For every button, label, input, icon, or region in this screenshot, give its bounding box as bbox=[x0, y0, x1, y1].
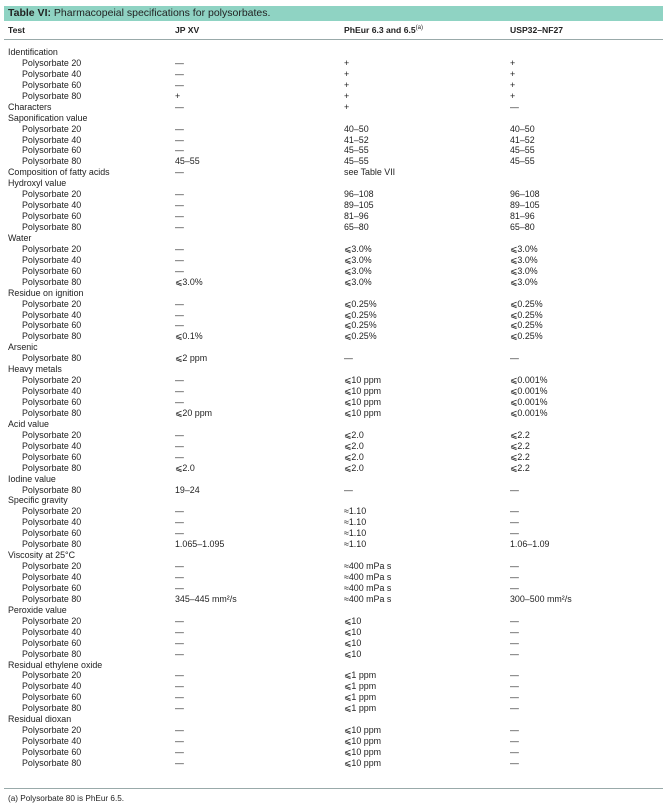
cell-jp: — bbox=[175, 200, 184, 211]
cell-usp: — bbox=[510, 692, 519, 703]
cell-usp: ⩽0.25% bbox=[510, 320, 543, 331]
cell-jp: — bbox=[175, 626, 184, 637]
table-title bbox=[4, 6, 663, 21]
cell-jp: — bbox=[175, 561, 184, 572]
cell-test: Polysorbate 20 bbox=[22, 561, 82, 572]
cell-test: Polysorbate 80 bbox=[22, 593, 82, 604]
cell-usp: — bbox=[510, 747, 519, 757]
cell-test: Polysorbate 60 bbox=[22, 747, 82, 757]
cell-usp: — bbox=[510, 670, 519, 681]
cell-jp: — bbox=[175, 506, 184, 517]
cell-test: Polysorbate 80 bbox=[22, 648, 82, 659]
cell-jp: — bbox=[175, 637, 184, 648]
table-row bbox=[4, 528, 663, 539]
cell-jp: — bbox=[175, 145, 184, 156]
cell-test: Polysorbate 20 bbox=[22, 670, 82, 681]
table-group-row bbox=[4, 342, 663, 353]
cell-pheur: ⩽10 ppm bbox=[344, 375, 382, 386]
cell-test: Polysorbate 20 bbox=[22, 615, 82, 626]
cell-test: Polysorbate 60 bbox=[22, 145, 82, 156]
cell-pheur: 96–108 bbox=[344, 189, 374, 200]
cell-jp: — bbox=[175, 79, 184, 90]
cell-pheur: ≈1.10 bbox=[344, 528, 367, 539]
cell-pheur: ⩽10 bbox=[344, 615, 362, 626]
cell-pheur: ≈400 mPa s bbox=[344, 572, 392, 582]
cell-usp: ⩽3.0% bbox=[510, 276, 538, 287]
table-group-row bbox=[4, 495, 663, 506]
cell-usp: 45–55 bbox=[510, 156, 535, 167]
cell-jp: — bbox=[175, 189, 184, 200]
table-group-row bbox=[4, 167, 663, 178]
cell-test: Polysorbate 60 bbox=[22, 582, 82, 593]
cell-pheur: + bbox=[344, 90, 350, 101]
cell-usp: — bbox=[510, 572, 519, 582]
cell-usp: ⩽0.001% bbox=[510, 407, 548, 418]
cell-usp: 40–50 bbox=[510, 123, 535, 134]
cell-pheur: ⩽10 bbox=[344, 648, 362, 659]
table-row bbox=[4, 135, 663, 146]
cell-test: Polysorbate 20 bbox=[22, 243, 82, 254]
cell-pheur: ≈400 mPa s bbox=[344, 582, 392, 593]
cell-jp: ⩽20 ppm bbox=[175, 407, 213, 418]
table-row bbox=[4, 255, 663, 266]
table-group-row bbox=[4, 364, 663, 375]
cell-pheur: ⩽0.25% bbox=[344, 320, 377, 331]
cell-jp: — bbox=[175, 692, 184, 703]
cell-test: Polysorbate 80 bbox=[22, 156, 82, 167]
cell-test: Polysorbate 40 bbox=[22, 681, 82, 692]
cell-pheur: ⩽1 ppm bbox=[344, 703, 377, 714]
table-row bbox=[4, 386, 663, 397]
cell-test: Polysorbate 20 bbox=[22, 57, 82, 68]
cell-jp: ⩽3.0% bbox=[175, 276, 203, 287]
cell-pheur: + bbox=[344, 68, 350, 79]
table-row bbox=[4, 58, 663, 69]
table-row bbox=[4, 681, 663, 692]
cell-pheur: ⩽3.0% bbox=[344, 265, 372, 276]
cell-usp: + bbox=[510, 90, 516, 101]
table-row bbox=[4, 583, 663, 594]
cell-pheur: ≈1.10 bbox=[344, 506, 367, 517]
cell-usp: — bbox=[510, 101, 519, 112]
cell-test: Polysorbate 80 bbox=[22, 353, 82, 364]
cell-usp: 41–52 bbox=[510, 134, 535, 145]
table-row bbox=[4, 222, 663, 233]
cell-pheur: 65–80 bbox=[344, 222, 369, 232]
table-row bbox=[4, 594, 663, 605]
cell-test: Polysorbate 40 bbox=[22, 572, 82, 582]
cell-jp: — bbox=[175, 747, 184, 757]
cell-jp: 19–24 bbox=[175, 484, 200, 495]
cell-test: Residual ethylene oxide bbox=[8, 659, 103, 670]
cell-usp: ⩽2.2 bbox=[510, 462, 530, 473]
cell-jp: + bbox=[175, 90, 181, 101]
cell-test: Polysorbate 20 bbox=[22, 506, 82, 517]
cell-usp: ⩽3.0% bbox=[510, 265, 538, 276]
cell-test: Polysorbate 60 bbox=[22, 637, 82, 648]
table-row bbox=[4, 299, 663, 310]
table-row bbox=[4, 375, 663, 386]
cell-jp: — bbox=[175, 528, 184, 539]
table-row bbox=[4, 572, 663, 583]
cell-jp: ⩽0.1% bbox=[175, 331, 203, 342]
cell-usp: 300–500 mm²/s bbox=[510, 593, 572, 604]
cell-test: Polysorbate 20 bbox=[22, 429, 82, 440]
cell-pheur: ≈1.10 bbox=[344, 539, 367, 550]
cell-test: Polysorbate 80 bbox=[22, 484, 82, 495]
table-row bbox=[4, 758, 663, 769]
table-row bbox=[4, 200, 663, 211]
cell-usp: — bbox=[510, 561, 519, 572]
cell-usp: 96–108 bbox=[510, 189, 540, 200]
cell-test: Polysorbate 60 bbox=[22, 397, 82, 407]
cell-pheur: ⩽10 ppm bbox=[344, 407, 382, 418]
table-group-row bbox=[4, 714, 663, 725]
table-group-row bbox=[4, 288, 663, 299]
table-row bbox=[4, 69, 663, 80]
table-row bbox=[4, 320, 663, 331]
cell-jp: 45–55 bbox=[175, 156, 200, 167]
table-row bbox=[4, 80, 663, 91]
table-row bbox=[4, 616, 663, 627]
cell-pheur: ⩽3.0% bbox=[344, 276, 372, 287]
cell-test: Polysorbate 60 bbox=[22, 211, 82, 222]
cell-jp: — bbox=[175, 615, 184, 626]
cell-pheur: ⩽10 ppm bbox=[344, 397, 382, 407]
cell-jp: — bbox=[175, 725, 184, 736]
cell-test: Heavy metals bbox=[8, 364, 62, 375]
cell-usp: ⩽0.001% bbox=[510, 375, 548, 386]
cell-pheur: ⩽10 bbox=[344, 626, 362, 637]
table-row bbox=[4, 517, 663, 528]
cell-test: Acid value bbox=[8, 418, 49, 429]
cell-pheur: ⩽2.0 bbox=[344, 451, 364, 462]
cell-test: Polysorbate 40 bbox=[22, 309, 82, 320]
cell-usp: — bbox=[510, 626, 519, 637]
table-row bbox=[4, 649, 663, 660]
table-row bbox=[4, 189, 663, 200]
cell-jp: — bbox=[175, 243, 184, 254]
cell-pheur: + bbox=[344, 79, 350, 90]
cell-usp: ⩽2.2 bbox=[510, 451, 530, 462]
cell-test: Polysorbate 20 bbox=[22, 123, 82, 134]
table-row bbox=[4, 266, 663, 277]
cell-test: Polysorbate 20 bbox=[22, 375, 82, 386]
table-row bbox=[4, 725, 663, 736]
cell-usp: — bbox=[510, 484, 519, 495]
table-group-row bbox=[4, 550, 663, 561]
cell-pheur: + bbox=[344, 101, 350, 112]
table-row bbox=[4, 463, 663, 474]
cell-usp: 81–96 bbox=[510, 211, 535, 222]
cell-test: Polysorbate 60 bbox=[22, 320, 82, 331]
cell-usp: — bbox=[510, 648, 519, 659]
table-row bbox=[4, 353, 663, 364]
cell-usp: ⩽0.001% bbox=[510, 397, 548, 407]
cell-test: Iodine value bbox=[8, 473, 56, 484]
cell-jp: — bbox=[175, 123, 184, 134]
cell-usp: — bbox=[510, 757, 519, 768]
table-group-row bbox=[4, 660, 663, 671]
table-group-row bbox=[4, 113, 663, 124]
footnote: (a) Polysorbate 80 is PhEur 6.5. bbox=[4, 788, 663, 803]
cell-test: Residual dioxan bbox=[8, 714, 72, 725]
cell-jp: — bbox=[175, 517, 184, 528]
cell-test: Polysorbate 60 bbox=[22, 79, 82, 90]
table-caption: Pharmacopeial specifications for polysorbates. bbox=[53, 7, 271, 19]
cell-test: Polysorbate 80 bbox=[22, 462, 82, 473]
cell-usp: ⩽0.001% bbox=[510, 386, 548, 397]
header-pheur-label: PhEur 6.3 and 6.5 bbox=[344, 25, 416, 35]
cell-usp: — bbox=[510, 353, 519, 364]
cell-jp: — bbox=[175, 298, 184, 309]
cell-test: Polysorbate 80 bbox=[22, 222, 82, 232]
table-row bbox=[4, 452, 663, 463]
cell-jp: — bbox=[175, 703, 184, 714]
cell-usp: + bbox=[510, 68, 516, 79]
cell-pheur: ⩽2.0 bbox=[344, 440, 364, 451]
table-row bbox=[4, 331, 663, 342]
cell-usp: — bbox=[510, 681, 519, 692]
cell-test: Polysorbate 20 bbox=[22, 298, 82, 309]
table-row bbox=[4, 145, 663, 156]
cell-test: Polysorbate 40 bbox=[22, 517, 82, 528]
table-group-row bbox=[4, 605, 663, 616]
table-group-row bbox=[4, 102, 663, 113]
cell-test: Polysorbate 40 bbox=[22, 254, 82, 265]
cell-pheur: ⩽2.0 bbox=[344, 462, 364, 473]
cell-jp: — bbox=[175, 757, 184, 768]
cell-jp: — bbox=[175, 309, 184, 320]
cell-jp: ⩽2 ppm bbox=[175, 353, 208, 364]
table-row bbox=[4, 310, 663, 321]
cell-usp: + bbox=[510, 57, 516, 68]
table-row bbox=[4, 430, 663, 441]
cell-usp: — bbox=[510, 736, 519, 747]
cell-test: Peroxide value bbox=[8, 604, 67, 615]
cell-jp: — bbox=[175, 386, 184, 397]
table-row bbox=[4, 485, 663, 496]
cell-pheur: ⩽0.25% bbox=[344, 331, 377, 342]
cell-test: Polysorbate 80 bbox=[22, 757, 82, 768]
header-pheur bbox=[344, 22, 423, 39]
cell-pheur: ⩽2.0 bbox=[344, 429, 364, 440]
cell-usp: ⩽3.0% bbox=[510, 243, 538, 254]
table-row bbox=[4, 539, 663, 550]
header-pheur-note: (a) bbox=[415, 25, 423, 32]
cell-jp: — bbox=[175, 375, 184, 386]
cell-test: Arsenic bbox=[8, 342, 38, 353]
table-row bbox=[4, 408, 663, 419]
header-test: Test bbox=[8, 25, 26, 35]
cell-pheur: ⩽10 ppm bbox=[344, 736, 382, 747]
cell-pheur: ⩽0.25% bbox=[344, 298, 377, 309]
cell-pheur: ⩽1 ppm bbox=[344, 692, 377, 703]
cell-pheur: + bbox=[344, 57, 350, 68]
table-row bbox=[4, 156, 663, 167]
cell-test: Polysorbate 40 bbox=[22, 200, 82, 211]
table-row bbox=[4, 441, 663, 452]
cell-pheur: ≈400 mPa s bbox=[344, 561, 392, 572]
table-body bbox=[4, 47, 663, 769]
cell-test: Polysorbate 40 bbox=[22, 386, 82, 397]
cell-jp: — bbox=[175, 134, 184, 145]
cell-usp: — bbox=[510, 506, 519, 517]
cell-usp: — bbox=[510, 725, 519, 736]
table-row bbox=[4, 124, 663, 135]
cell-usp: ⩽2.2 bbox=[510, 429, 530, 440]
cell-pheur: ⩽1 ppm bbox=[344, 681, 377, 692]
cell-usp: — bbox=[510, 637, 519, 648]
cell-jp: — bbox=[175, 681, 184, 692]
table-row bbox=[4, 277, 663, 288]
cell-usp: 89–105 bbox=[510, 200, 540, 211]
cell-test: Polysorbate 40 bbox=[22, 68, 82, 79]
cell-usp: — bbox=[510, 582, 519, 593]
cell-test: Polysorbate 20 bbox=[22, 725, 82, 736]
cell-test: Specific gravity bbox=[8, 495, 68, 506]
cell-test: Characters bbox=[8, 101, 52, 112]
cell-pheur: — bbox=[344, 484, 353, 495]
cell-jp: — bbox=[175, 572, 184, 582]
cell-jp: — bbox=[175, 167, 184, 178]
cell-test: Polysorbate 40 bbox=[22, 134, 82, 145]
cell-pheur: ⩽1 ppm bbox=[344, 670, 377, 681]
cell-usp: ⩽0.25% bbox=[510, 298, 543, 309]
cell-jp: — bbox=[175, 582, 184, 593]
cell-test: Polysorbate 80 bbox=[22, 90, 82, 101]
cell-jp: — bbox=[175, 648, 184, 659]
cell-test: Viscosity at 25°C bbox=[8, 550, 76, 561]
cell-pheur: 40–50 bbox=[344, 123, 369, 134]
cell-jp: — bbox=[175, 429, 184, 440]
cell-test: Polysorbate 60 bbox=[22, 528, 82, 539]
cell-jp: 345–445 mm²/s bbox=[175, 593, 237, 604]
cell-pheur: 41–52 bbox=[344, 134, 369, 145]
table-group-row bbox=[4, 47, 663, 58]
cell-pheur: ⩽10 ppm bbox=[344, 747, 382, 757]
cell-pheur: 45–55 bbox=[344, 145, 369, 156]
cell-jp: — bbox=[175, 57, 184, 68]
cell-jp: ⩽2.0 bbox=[175, 462, 195, 473]
header-jp: JP XV bbox=[175, 25, 200, 35]
cell-pheur: — bbox=[344, 353, 353, 364]
cell-jp: — bbox=[175, 211, 184, 222]
cell-pheur: ⩽0.25% bbox=[344, 309, 377, 320]
table-group-row bbox=[4, 419, 663, 430]
cell-test: Polysorbate 80 bbox=[22, 539, 82, 550]
table-row bbox=[4, 692, 663, 703]
cell-jp: — bbox=[175, 68, 184, 79]
cell-usp: — bbox=[510, 615, 519, 626]
cell-test: Residue on ignition bbox=[8, 287, 84, 298]
table-number: Table VI: bbox=[8, 7, 51, 19]
cell-jp: — bbox=[175, 736, 184, 747]
cell-pheur: ⩽10 ppm bbox=[344, 725, 382, 736]
cell-pheur: ⩽10 ppm bbox=[344, 386, 382, 397]
cell-test: Polysorbate 40 bbox=[22, 736, 82, 747]
cell-pheur: 45–55 bbox=[344, 156, 369, 167]
table-row bbox=[4, 244, 663, 255]
cell-usp: — bbox=[510, 528, 519, 539]
cell-test: Polysorbate 40 bbox=[22, 626, 82, 637]
cell-pheur: see Table VII bbox=[344, 167, 396, 178]
cell-test: Polysorbate 60 bbox=[22, 451, 82, 462]
table-group-row bbox=[4, 233, 663, 244]
cell-test: Polysorbate 40 bbox=[22, 440, 82, 451]
cell-usp: ⩽0.25% bbox=[510, 309, 543, 320]
cell-pheur: 81–96 bbox=[344, 211, 369, 222]
table-row bbox=[4, 211, 663, 222]
cell-test: Identification bbox=[8, 47, 58, 57]
cell-usp: ⩽0.25% bbox=[510, 331, 543, 342]
cell-jp: 1.065–1.095 bbox=[175, 539, 225, 550]
cell-test: Polysorbate 80 bbox=[22, 703, 82, 714]
cell-usp: 45–55 bbox=[510, 145, 535, 156]
cell-pheur: ≈1.10 bbox=[344, 517, 367, 528]
cell-test: Polysorbate 20 bbox=[22, 189, 82, 200]
cell-usp: ⩽3.0% bbox=[510, 254, 538, 265]
cell-pheur: ≈400 mPa s bbox=[344, 593, 392, 604]
cell-jp: — bbox=[175, 397, 184, 407]
cell-usp: — bbox=[510, 517, 519, 528]
cell-jp: — bbox=[175, 222, 184, 232]
cell-jp: — bbox=[175, 265, 184, 276]
cell-pheur: 89–105 bbox=[344, 200, 374, 211]
cell-usp: 1.06–1.09 bbox=[510, 539, 550, 550]
cell-usp: + bbox=[510, 79, 516, 90]
table-row bbox=[4, 670, 663, 681]
table-header bbox=[4, 22, 663, 40]
cell-usp: 65–80 bbox=[510, 222, 535, 232]
cell-jp: — bbox=[175, 320, 184, 331]
cell-pheur: ⩽10 ppm bbox=[344, 757, 382, 768]
cell-jp: — bbox=[175, 101, 184, 112]
cell-usp: ⩽2.2 bbox=[510, 440, 530, 451]
table-group-row bbox=[4, 178, 663, 189]
cell-pheur: ⩽3.0% bbox=[344, 254, 372, 265]
header-usp: USP32–NF27 bbox=[510, 25, 564, 35]
table-row bbox=[4, 736, 663, 747]
cell-test: Polysorbate 60 bbox=[22, 265, 82, 276]
cell-jp: — bbox=[175, 440, 184, 451]
cell-usp: — bbox=[510, 703, 519, 714]
cell-jp: — bbox=[175, 254, 184, 265]
cell-test: Hydroxyl value bbox=[8, 178, 67, 189]
cell-test: Polysorbate 80 bbox=[22, 331, 82, 342]
cell-test: Water bbox=[8, 232, 32, 243]
table-row bbox=[4, 506, 663, 517]
table-group-row bbox=[4, 474, 663, 485]
table-row bbox=[4, 627, 663, 638]
table-row bbox=[4, 397, 663, 408]
table-row bbox=[4, 747, 663, 758]
table-row bbox=[4, 703, 663, 714]
table-row bbox=[4, 561, 663, 572]
cell-test: Polysorbate 80 bbox=[22, 407, 82, 418]
cell-test: Polysorbate 80 bbox=[22, 276, 82, 287]
cell-test: Polysorbate 60 bbox=[22, 692, 82, 703]
cell-pheur: ⩽10 bbox=[344, 637, 362, 648]
cell-jp: — bbox=[175, 451, 184, 462]
cell-test: Saponification value bbox=[8, 112, 88, 123]
cell-jp: — bbox=[175, 670, 184, 681]
cell-test: Composition of fatty acids bbox=[8, 167, 110, 178]
cell-pheur: ⩽3.0% bbox=[344, 243, 372, 254]
table-row bbox=[4, 638, 663, 649]
table-row bbox=[4, 91, 663, 102]
